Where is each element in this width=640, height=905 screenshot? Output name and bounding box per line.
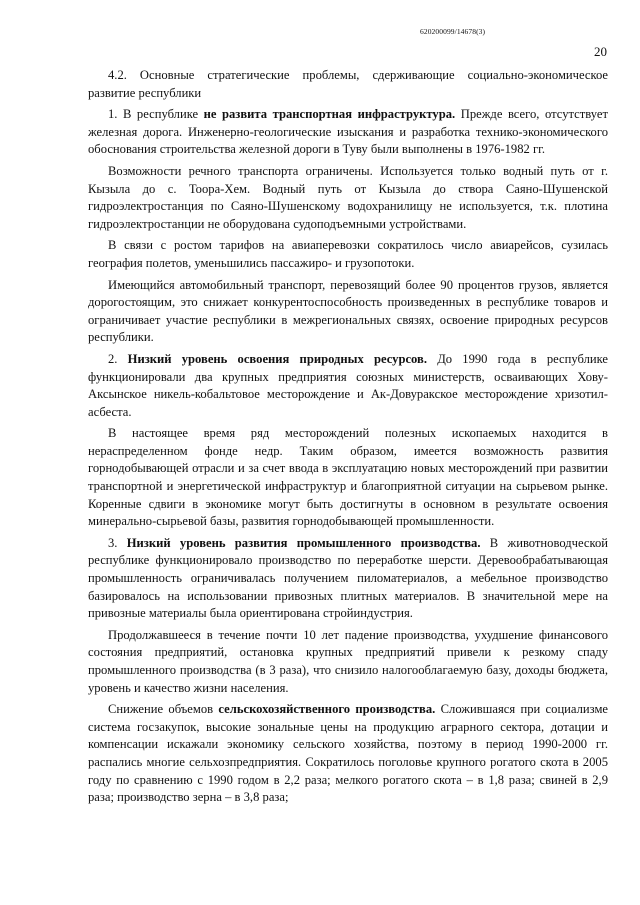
item-number: 3. [108, 535, 127, 550]
paragraph-text: До 1990 года в республике функционировали два крупных предприятия союзных министерств, осваивающих Хову-Аксынское никель-кобальтовое месторождение и Ак-Довуракское месторождение хризотил-асбеста. [88, 351, 608, 419]
paragraph-production-decline: Продолжавшееся в течение почти 10 лет падение производства, ухудшение финансового состояния предприятий, остановка крупных предприятий привели к резкому спаду промышленного производства (в 3 раза), что снизило налогооблагаемую базу, доходы бюджета, уровень и качество жизни населения. [88, 627, 608, 695]
item-number: 2. [108, 351, 128, 366]
paragraph-natural-resources [88, 351, 608, 421]
paragraph-agriculture [88, 701, 608, 807]
paragraph-mineral-deposits: В настоящее время ряд месторождений полезных ископаемых находится в нераспределенном фонде недр. Таким образом, имеется возможность развития горнодобывающей отрасли и за счет ввода в эксплуатацию новых месторождений при развитии транспортной и энергетической инфраструктур и благоприятной ситуации на сырьевом рынке. Коренные сдвиги в экономике могут быть достигнуты в основном в результате освоения минерально-сырьевой базы, развития горнодобывающей промышленности. [88, 426, 608, 529]
bold-heading: не развита транспортная инфраструктура. [203, 107, 456, 122]
paragraph-road-transport: Имеющийся автомобильный транспорт, перевозящий более 90 процентов грузов, является дорогостоящим, это снижает конкурентоспособность произведенных в республике товаров и ограничивает участие республики в межрегиональных связях, освоение природных ресурсов республики. [88, 277, 608, 345]
paragraph-transport [88, 106, 608, 159]
paragraph-text: В животноводческой республике функционировало производство по переработке шерсти. Деревообрабатывающая промышленность ограничивалась получением пиломатериалов, а мебельное производство базировалось на использовании привозных плитных материалов. В значительной мере на привозные материалы была ориентирована стройиндустрия. [88, 535, 609, 621]
item-number: 1. В республике [108, 107, 204, 122]
paragraph-text: Прежде всего, отсутствует железная дорога. Инженерно-геологические изыскания и разработка технико-экономического обоснования строительства железной дороги в Туву были выполнены в 1976-1982 гг. [88, 107, 608, 157]
document-id: 620200099/14678(3) [420, 27, 486, 36]
page-number: 20 [594, 44, 607, 59]
bold-heading: Низкий уровень развития промышленного производства. [126, 535, 481, 550]
paragraph-air-transport: В связи с ростом тарифов на авиаперевозки сократилось число авиарейсов, сузилась география полетов, уменьшились пассажиро- и грузопотоки. [88, 238, 608, 270]
paragraph-river-transport: Возможности речного транспорта ограничены. Используется только водный путь от г. Кызыла до с. Тоора-Хем. Водный путь от Кызыла до створа Саяно-Шушенской гидроэлектростанция по Саяно-Шушенскому водохранилищу не используется, т.к. плотина гидроэлектростанции не оборудована судоподъемными устройствами. [88, 163, 608, 231]
paragraph-lead: Снижение объемов [108, 702, 219, 717]
bold-heading: сельскохозяйственного производства. [218, 702, 436, 717]
paragraph-industry [88, 535, 608, 623]
section-title: 4.2. Основные стратегические проблемы, сдерживающие социально-экономическое развитие республики [88, 68, 608, 100]
bold-heading: Низкий уровень освоения природных ресурсов. [127, 351, 427, 366]
paragraph-text: Сложившаяся при социализме система госзакупок, высокие зональные цены на продукцию аграрного сектора, дотации и компенсации искажали экономику сельского хозяйства, поэтому в период 1990-2000 гг. распались многие сельхозпредприятия. Сократилось поголовье крупного рогатого скота в 2005 году по сравнению с 1990 годом в 2,2 раза; мелкого рогатого скота – в 1,8 раза; свиней в 2,9 раза; производство зерна – в 3,8 раза; [88, 702, 609, 805]
document-body [88, 67, 608, 811]
